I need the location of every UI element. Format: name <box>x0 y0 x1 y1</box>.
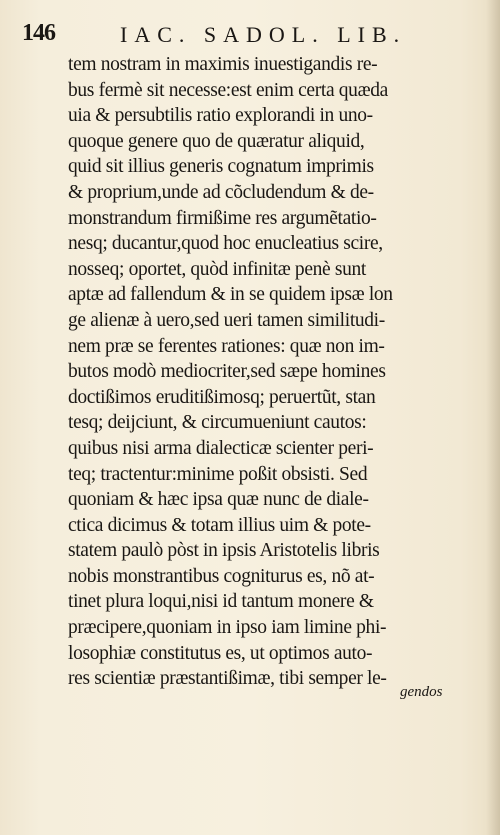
text-line: quibus nisi arma dialecticæ scienter peri- <box>68 437 374 459</box>
text-line: tesq; deijciunt, & circumueniunt cautos: <box>68 412 367 434</box>
catchword: gendos <box>400 684 443 700</box>
text-line: quid sit illius generis cognatum imprimis <box>68 156 374 178</box>
text-line: ge alienæ à uero,sed ueri tamen similitudi- <box>68 309 385 331</box>
body-text <box>68 52 460 692</box>
text-line: doctißimos eruditißimosq; peruertũt, stan <box>68 386 376 408</box>
text-line: bus fermè sit necesse:est enim certa quæda <box>68 79 388 101</box>
text-line: nesq; ducantur,quod hoc enucleatius scire, <box>68 233 383 255</box>
text-line: quoniam & hæc ipsa quæ nunc de diale- <box>68 489 369 511</box>
page-edge-shadow <box>486 0 500 835</box>
text-line: tinet plura loqui,nisi id tantum monere & <box>68 591 374 613</box>
text-line: monstrandum firmißime res argumẽtatio- <box>68 207 377 229</box>
page-header <box>22 20 452 48</box>
text-line: aptæ ad fallendum & in se quidem ipsæ lon <box>68 284 393 306</box>
text-line: quoque genere quo de quæratur aliquid, <box>68 130 365 152</box>
text-line: losophiæ constitutus es, ut optimos auto- <box>68 642 373 664</box>
text-line: butos modò mediocriter,sed sæpe homines <box>68 361 386 383</box>
text-line: tem nostram in maximis inuestigandis re- <box>68 54 378 75</box>
text-line: statem paulò pòst in ipsis Aristotelis libris <box>68 540 380 562</box>
page-number: 146 <box>22 20 55 46</box>
text-line: nosseq; oportet, quòd infinitæ penè sunt <box>68 258 366 280</box>
text-line: uia & persubtilis ratio explorandi in uno- <box>68 105 373 127</box>
running-head: IAC. SADOL. LIB. <box>120 22 407 47</box>
text-line: ctica dicimus & totam illius uim & pote- <box>68 514 371 536</box>
text-line: nem præ se ferentes rationes: quæ non im- <box>68 335 385 357</box>
text-line: præcipere,quoniam in ipso iam limine phi- <box>68 617 387 639</box>
text-line: teq; tractentur:minime poßit obsisti. Sed <box>68 463 368 485</box>
text-line: res scientiæ præstantißimæ, tibi semper le- <box>68 668 387 690</box>
text-line: nobis monstrantibus cogniturus es, nõ at- <box>68 565 375 587</box>
text-line: & proprium,unde ad cõcludendum & de- <box>68 181 374 203</box>
